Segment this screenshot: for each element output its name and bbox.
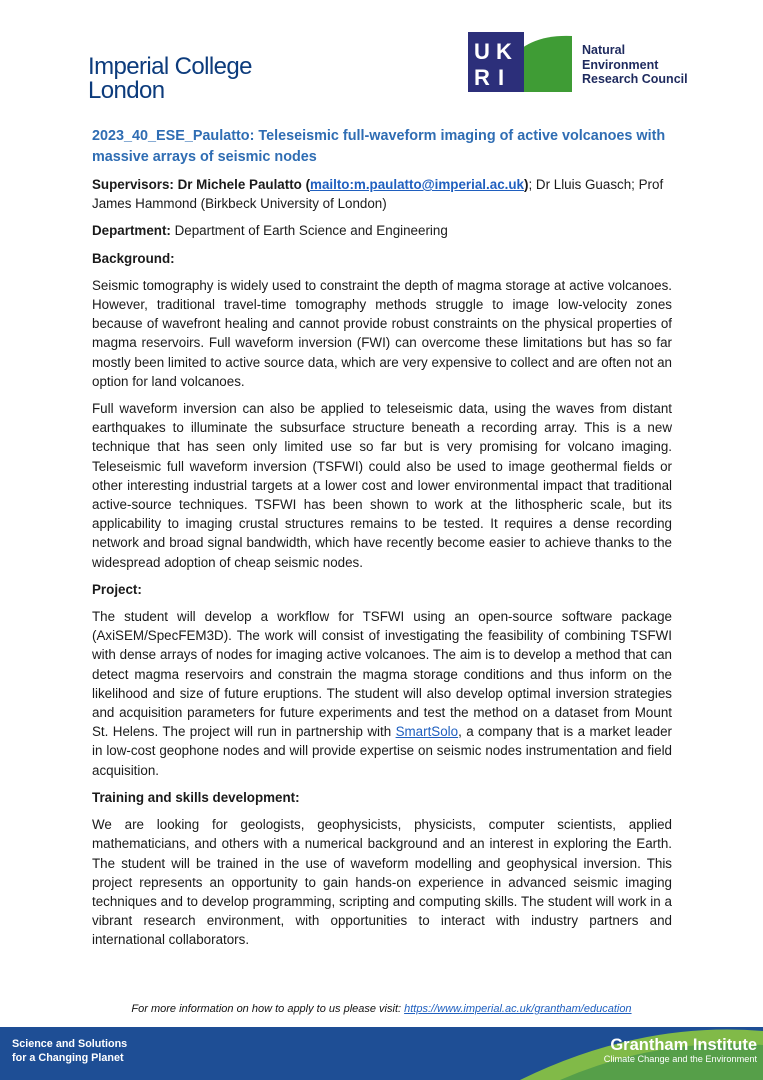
grantham-institute-logo — [604, 1036, 757, 1065]
department-line — [92, 221, 672, 240]
banner-tagline-line2: for a Changing Planet — [12, 1051, 124, 1064]
background-paragraph-2: Full waveform inversion can also be applied to teleseismic data, using the waves from distant earthquakes to illuminate the subsurface structure beneath a recording array. This is a new technique that has seen only limited use so far but is very promising for volcano imaging. Teleseismic full waveform inversion (TSFWI) could also be used to image geothermal fields or other interesting industrial targets at a lower cost and lower environmental impact that traditional active-source techniques. TSFWI has been shown to work at the lithospheric scale, but its applicability to imaging crustal structures remains to be tested. It requires a dense recording network and broad signal bandwidth, which have recently become easier to achieve thanks to the widespread adoption of cheap seismic nodes. — [92, 401, 672, 570]
supervisors-close: ) — [524, 177, 529, 192]
training-heading: Training and skills development: — [92, 789, 300, 805]
supervisors-line — [92, 175, 672, 213]
apply-info-line — [0, 1003, 763, 1015]
ukri-logo-graphic — [468, 32, 572, 92]
department-value: Department of Earth Science and Engineering — [170, 223, 448, 239]
imperial-logo-line1: Imperial College — [88, 53, 252, 80]
imperial-college-logo — [88, 55, 252, 103]
banner-tagline — [12, 1038, 127, 1065]
project-text-before: The student will develop a workflow for TSFWI using an open-source software package (AxiSEM/SpecFEM3D). The work will consist of investigating the feasibility of combining TSFWI with dense arrays of nodes for imaging active volcanoes. The aim is to develop a method that can detect magma reservoirs and constrain the magma storage conditions and thus inform on the likelihood and size of future eruptions. The student will also develop optimal inversion strategies and acquisition parameters for future experiments and test the method on a dataset from Mount St. Helens. The project will run in partnership with — [92, 609, 672, 740]
smartsolo-link[interactable]: SmartSolo — [395, 724, 459, 740]
training-paragraph: We are looking for geologists, geophysicists, physicists, computer scientists, applied mathematicians, and others with a numerical background and an interest in exploring the Earth. The student will be trained in the use of waveform modelling and geophysical inversion. This project represents an opportunity to gain hands-on experience in advanced seismic imaging techniques and to develop programming, scripting and computing skills. The student will work in a vibrant research environment, with opportunities to interact with industry partners and international collaborators. — [92, 817, 672, 948]
supervisors-label: Supervisors: Dr Michele Paulatto ( — [92, 177, 311, 192]
svg-text:R: R — [474, 65, 490, 90]
banner-tagline-line1: Science and Solutions — [12, 1038, 128, 1050]
nerc-line3: Research Council — [582, 72, 688, 86]
grantham-title: Grantham Institute — [610, 1036, 757, 1054]
grantham-education-link[interactable]: https://www.imperial.ac.uk/grantham/education — [404, 1003, 632, 1015]
project-text-after: , a company that is a market leader in low-cost geophone nodes and will provide expertise on seismic nodes instrumentation and field acquisition. — [92, 724, 672, 778]
svg-text:K: K — [496, 39, 512, 64]
imperial-logo-line2: London — [88, 77, 165, 104]
nerc-line2: Environment — [582, 57, 659, 72]
document-body — [92, 126, 672, 958]
department-label: Department: — [92, 223, 171, 239]
project-heading: Project: — [92, 581, 142, 597]
svg-text:U: U — [474, 39, 490, 64]
apply-info-text: For more information on how to apply to us please visit: — [131, 1003, 405, 1015]
ukri-logo — [468, 32, 572, 92]
project-title: 2023_40_ESE_Paulatto: Teleseismic full-waveform imaging of active volcanoes with massive arrays of seismic nodes — [92, 128, 666, 165]
supervisor-email-link[interactable]: mailto:m.paulatto@imperial.ac.uk — [310, 177, 524, 192]
supervisors-rest: ; Dr Lluis Guasch; Prof James Hammond (Birkbeck University of London) — [92, 177, 664, 212]
project-paragraph — [92, 607, 672, 780]
background-heading: Background: — [92, 250, 175, 266]
background-paragraph-1: Seismic tomography is widely used to constraint the depth of magma storage at active volcanoes. However, traditional travel-time tomography methods struggle to image low-velocity zones because of wavefront healing and cannot provide robust constraints on the physical properties of magma reservoirs. Full waveform inversion (FWI) can overcome these limitations but has so far mostly been limited to active source data, which are very expensive to collect and are often not an option for land volcanoes. — [92, 277, 672, 389]
nerc-line1: Natural — [582, 43, 626, 57]
nerc-logo-text — [582, 43, 688, 87]
grantham-subtitle: Climate Change and the Environment — [603, 1054, 757, 1064]
svg-text:I: I — [498, 65, 505, 90]
